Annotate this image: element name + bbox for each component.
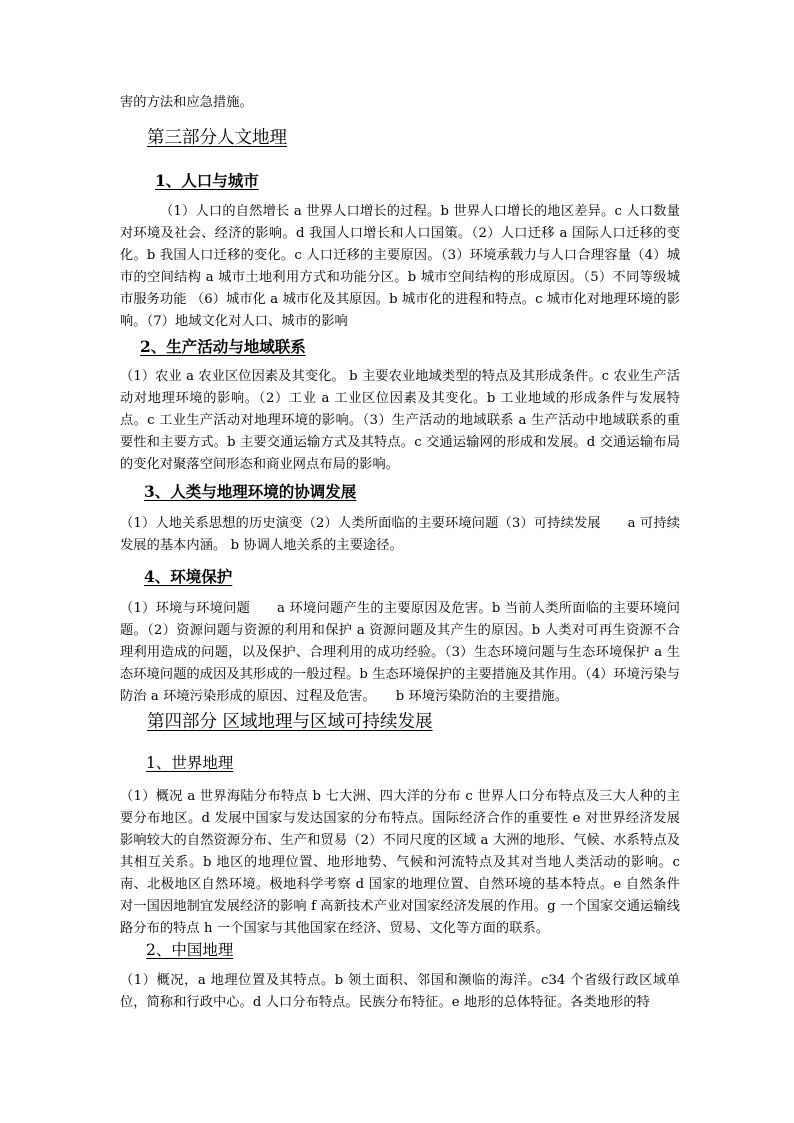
part3-title: 第三部分人文地理 [147, 128, 287, 148]
section-china-title: 2、中国地理 [146, 941, 234, 959]
section-harmony-body: （1）人地关系思想的历史演变（2）人类所面临的主要环境问题（3）可持续发展 a 可持续发展的基本内涵。 b 协调人地关系的主要途径。 [120, 516, 680, 553]
intro-line: 害的方法和应急措施。 [120, 95, 253, 110]
section-harmony-title: 3、人类与地理环境的协调发展 [144, 482, 357, 501]
part4-title: 第四部分 区域地理与区域可持续发展 [147, 712, 433, 732]
section-environment-title: 4、环境保护 [144, 567, 233, 586]
section-world-title: 1、世界地理 [146, 754, 234, 772]
section-china-body: （1）概况，a 地理位置及其特点。b 领土面积、邻国和濒临的海洋。c34 个省级行政区域单位，简称和行政中心。d 人口分布特点。民族分布特征。e 地形的总体特征。各类地形的特 [120, 973, 680, 1010]
section-world-body: （1）概况 a 世界海陆分布特点 b 七大洲、四大洋的分布 c 世界人口分布特点及三大人种的主要分布地区。d 发展中国家与发达国家的分布特点。国际经济合作的重要性 e 对世界经济发展影响较大的自然资源分布、生产和贸易（2）不同尺度的区域 a 大洲的地形、气候、水系特点及其相互关系。b 地区的地理位置、地形地势、气候和河流特点及其对当地人类活动的影响。c 南、北极地区自然环境。极地科学考察 d 国家的地理位置、自然环境的基本特点。e 自然条件对一国因地制宜发展经济的影响 f 高新技术产业对国家经济发展的作用。g 一个国家交通运输线路分布的特点 h 一个国家与其他国家在经济、贸易、文化等方面的联系。 [120, 789, 680, 936]
section-environment-body: （1）环境与环境问题 a 环境问题产生的主要原因及危害。b 当前人类所面临的主要环境问题。（2）资源问题与资源的利用和保护 a 资源问题及其产生的原因。b 人类对可再生资源不合理利用造成的问题，以及保护、合理利用的成功经验。（3）生态环境问题与生态环境保护 a 生态环境问题的成因及其形成的一般过程。b 生态环境保护的主要措施及其作用。（4）环境污染与防治 a 环境污染形成的原因、过程及危害。 b 环境污染防治的主要措施。 [120, 601, 680, 704]
section-production-body: （1）农业 a 农业区位因素及其变化。 b 主要农业地域类型的特点及其形成条件。c 农业生产活动对地理环境的影响。（2）工业 a 工业区位因素及其变化。b 工业地域的形成条件与发展特点。c 工业生产活动对地理环境的影响。（3）生产活动的地域联系 a 生产活动中地域联系的重要性和主要方式。b 主要交通运输方式及其特点。c 交通运输网的形成和发展。d 交通运输布局的变化对聚落空间形态和商业网点布局的影响。 [120, 369, 680, 472]
section-population-body: （1）人口的自然增长 a 世界人口增长的过程。b 世界人口增长的地区差异。c 人口数量对环境及社会、经济的影响。d 我国人口增长和人口国策。（2）人口迁移 a 国际人口迁移的变化。b 我国人口迁移的变化。c 人口迁移的主要原因。（3）环境承载力与人口合理容量（4）城市的空间结构 a 城市土地利用方式和功能分区。b 城市空间结构的形成原因。（5）不同等级城市服务功能 （6）城市化 a 城市化及其原因。b 城市化的进程和特点。c 城市化对地理环境的影响。（7）地域文化对人口、城市的影响 [120, 204, 680, 329]
section-production-title: 2、生产活动与地域联系 [140, 337, 306, 356]
section-population-title: 1、人口与城市 [155, 171, 259, 190]
